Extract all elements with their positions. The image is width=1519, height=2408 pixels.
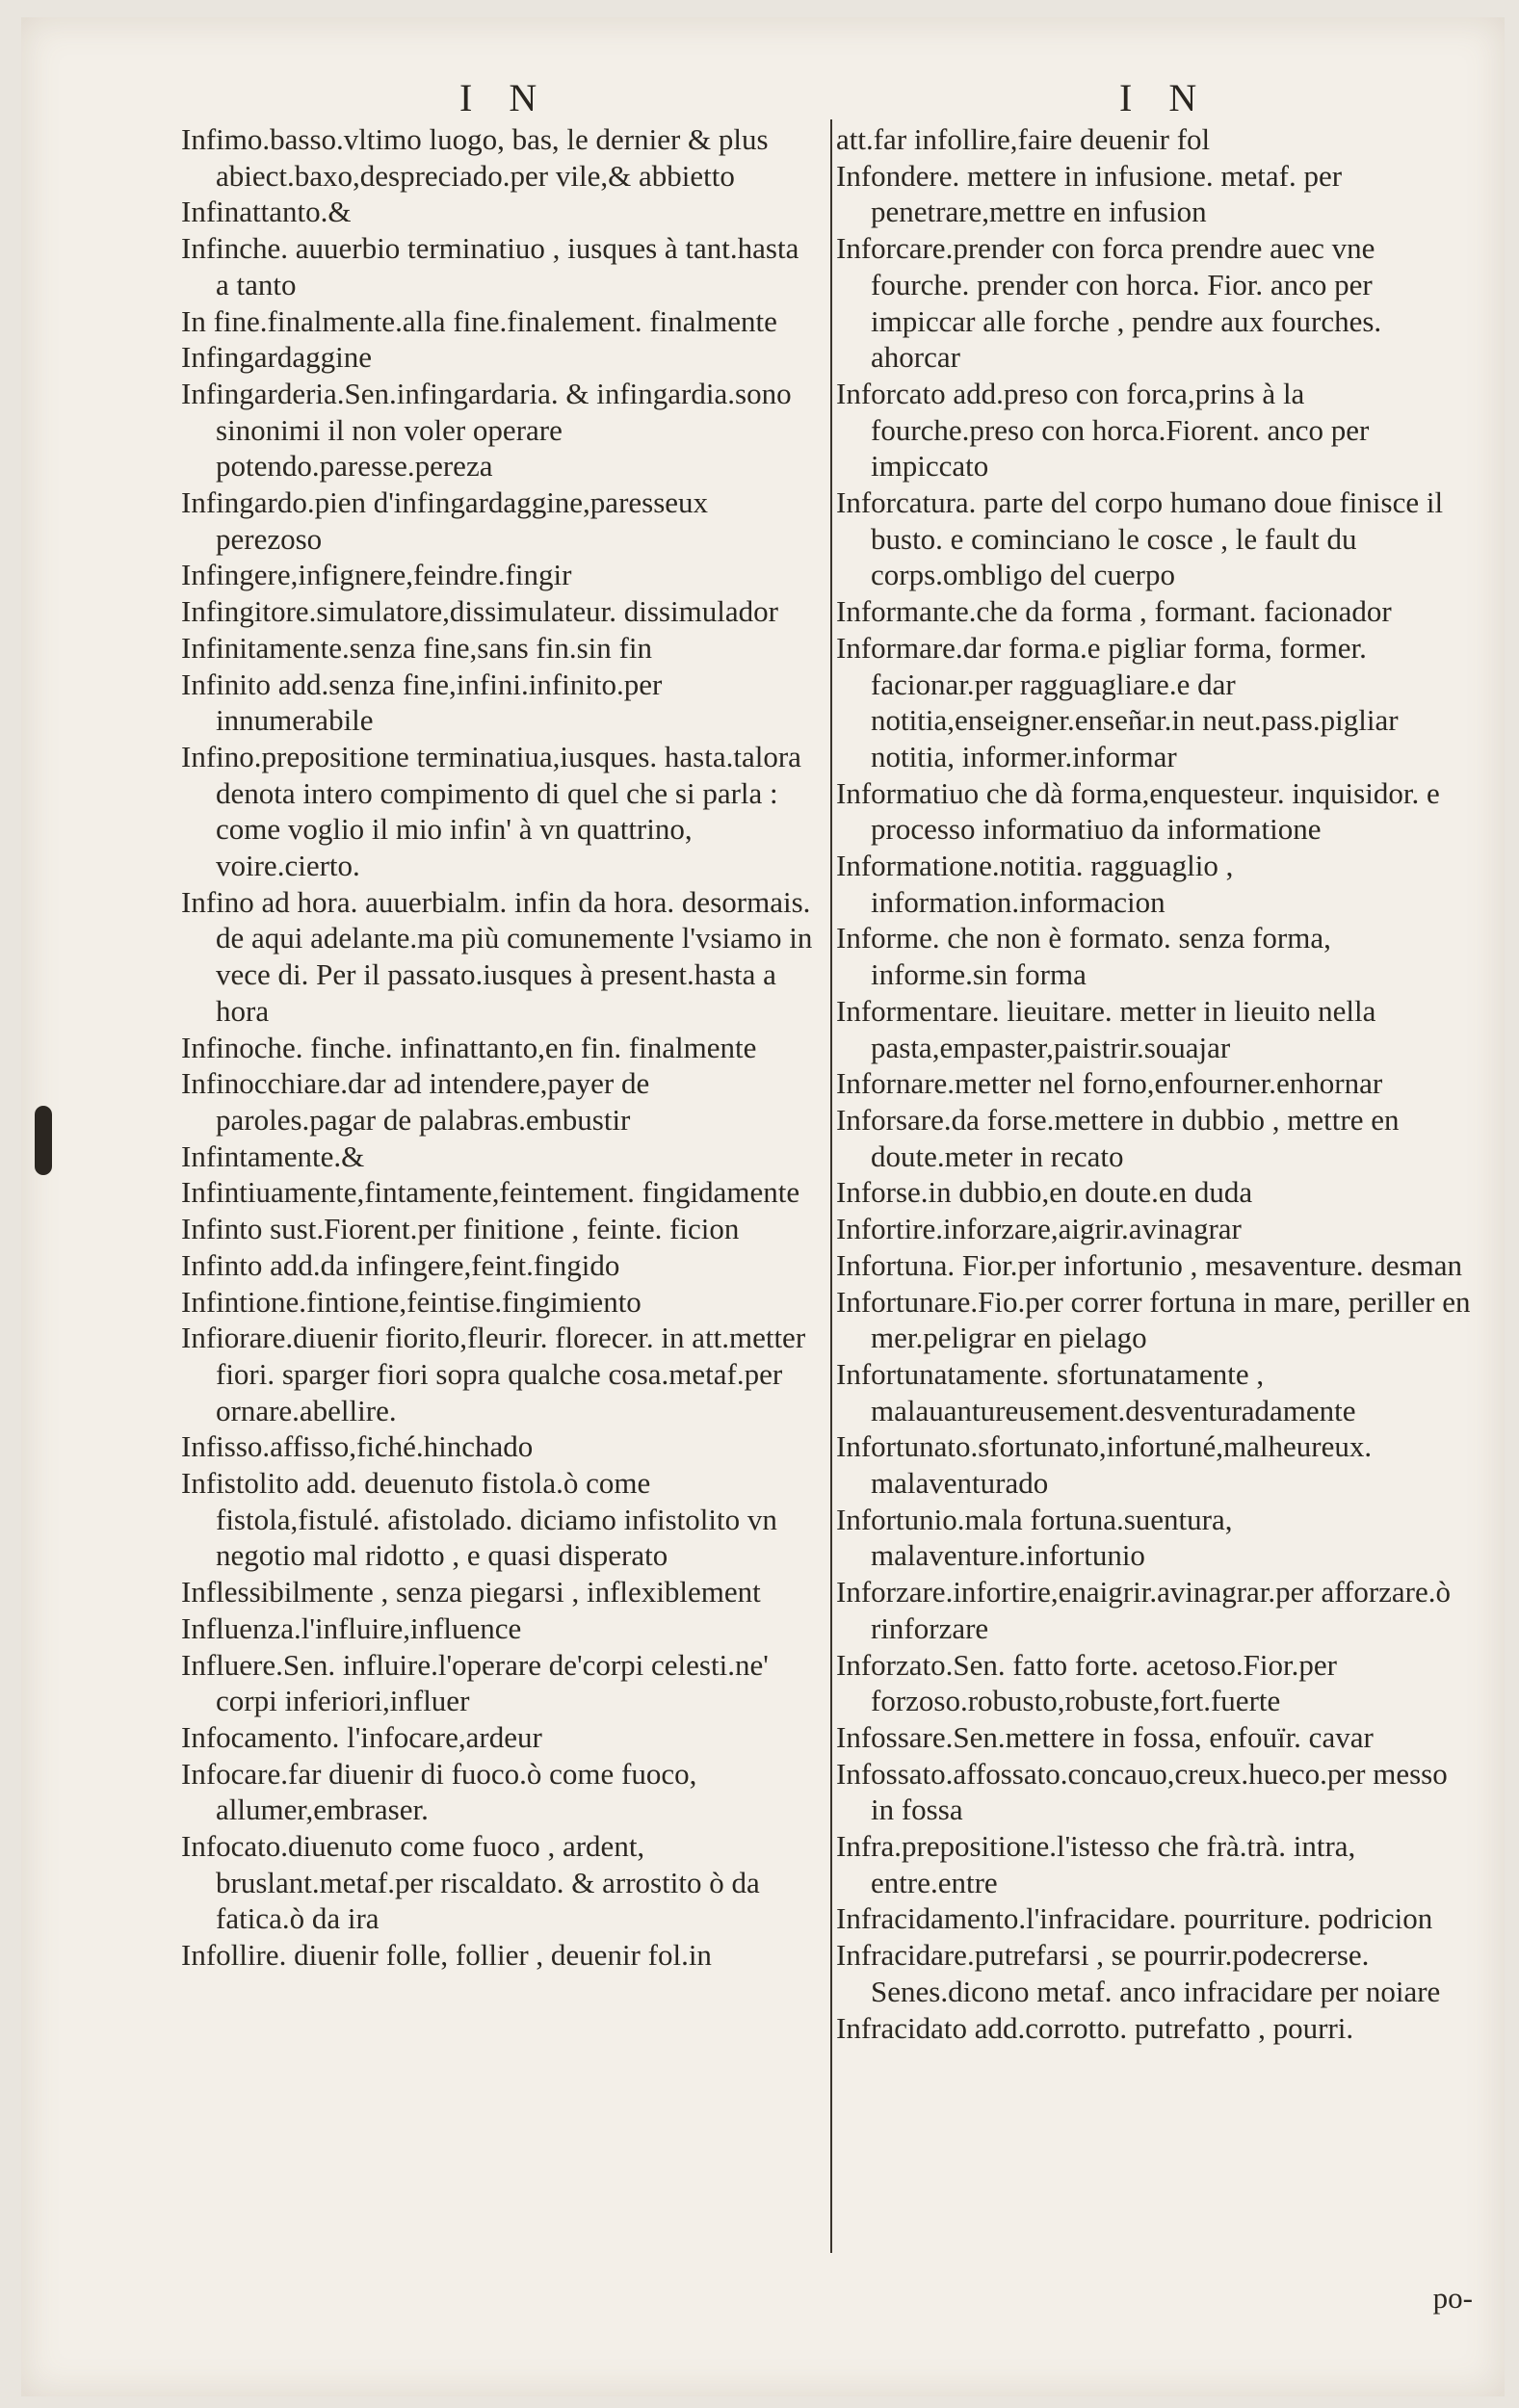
dictionary-entry: Informatiuo che dà forma,enquesteur. inquisidor. e processo informatiuo da informatione (836, 775, 1440, 847)
dictionary-entry: Infinto sust.Fiorent.per finitione , feinte. ficion (181, 1212, 740, 1246)
dictionary-entry: Infinto add.da infingere,feint.fingido (181, 1247, 620, 1282)
dictionary-entry: Infracidato add.corrotto. putrefatto , pourri. (836, 2010, 1354, 2045)
dictionary-entry: Inforzato.Sen. fatto forte. acetoso.Fior.per forzoso.robusto,robuste,fort.fuerte (836, 1647, 1337, 1718)
left-column (181, 121, 817, 1974)
dictionary-entry: Inflessibilmente , senza piegarsi , inflexiblement (181, 1575, 761, 1610)
ink-blot (35, 1106, 52, 1175)
dictionary-entry: Inforsare.da forse.mettere in dubbio , mettre en doute.meter in recato (836, 1102, 1400, 1173)
dictionary-entry: Infino.prepositione terminatiua,iusques. hasta.talora denota intero compimento di quel che si parla : come voglio il mio infin' à vn quattrino, voire.cierto. (181, 739, 801, 883)
dictionary-entry: Inforcato add.preso con forca,prins à la fourche.preso con horca.Fiorent. anco per impiccato (836, 376, 1370, 484)
catchword: po- (1432, 2281, 1473, 2315)
dictionary-entry: Informentare. lieuitare. metter in lieuito nella pasta,empaster,paistrir.souajar (836, 993, 1376, 1064)
dictionary-entry: Infingardo.pien d'infingardaggine,paresseux perezoso (181, 485, 709, 556)
dictionary-entry: In fine.finalmente.alla fine.finalement. finalmente (181, 303, 777, 338)
dictionary-entry: Infossare.Sen.mettere in fossa, enfouïr. cavar (836, 1719, 1374, 1754)
dictionary-entry: Infingardaggine (181, 340, 372, 375)
dictionary-entry: Infimo.basso.vltimo luogo, bas, le dernier & plus abiect.baxo,despreciado.per vile,& abbietto (181, 122, 769, 193)
dictionary-entry: Influenza.l'influire,influence (181, 1610, 522, 1645)
dictionary-entry: Infracidare.putrefarsi , se pourrir.podecrerse. Senes.dicono metaf. anco infracidare per noiare (836, 1938, 1441, 2008)
dictionary-entry: Infintamente.& (181, 1139, 365, 1173)
dictionary-entry: Infinattanto.& (181, 195, 352, 229)
dictionary-entry: Infocamento. l'infocare,ardeur (181, 1719, 542, 1754)
dictionary-entry: Infortire.inforzare,aigrir.avinagrar (836, 1212, 1242, 1246)
dictionary-entry: Infortunato.sfortunato,infortuné,malheureux. malaventurado (836, 1429, 1373, 1501)
right-column (836, 121, 1472, 2046)
dictionary-entry: Infra.prepositione.l'istesso che frà.trà. intra, entre.entre (836, 1829, 1356, 1899)
dictionary-entry: Inforcare.prender con forca prendre auec vne fourche. prender con horca. Fior. anco per impiccar alle forche , pendre aux fourches. ahorcar (836, 231, 1382, 375)
dictionary-entry: Infingitore.simulatore,dissimulateur. dissimulador (181, 594, 778, 629)
dictionary-entry: Informare.dar forma.e pigliar forma, former. facionar.per ragguagliare.e dar notitia,enseigner.enseñar.in neut.pass.pigliar notitia, informer.informar (836, 630, 1399, 773)
dictionary-entry: Infocare.far diuenir di fuoco.ò come fuoco, allumer,embraser. (181, 1756, 697, 1827)
dictionary-entry: Infinoche. finche. infinattanto,en fin. finalmente (181, 1030, 757, 1064)
dictionary-entry: Infondere. mettere in infusione. metaf. per penetrare,mettre en infusion (836, 158, 1343, 229)
running-header-left: I N (459, 76, 551, 119)
dictionary-entry: Infortunare.Fio.per correr fortuna in mare, periller en mer.peligrar en pielago (836, 1284, 1471, 1355)
dictionary-entry: Infinito add.senza fine,infini.infinito.per innumerabile (181, 667, 663, 738)
dictionary-entry: Informatione.notitia. ragguaglio , information.informacion (836, 849, 1234, 919)
dictionary-entry: Infollire. diuenir folle, follier , deuenir fol.in (181, 1938, 712, 1973)
dictionary-entry: Inforzare.infortire,enaigrir.avinagrar.per afforzare.ò rinforzare (836, 1575, 1451, 1645)
dictionary-entry: Infinocchiare.dar ad intendere,payer de paroles.pagar de palabras.embustir (181, 1066, 650, 1137)
dictionary-entry: Infintione.fintione,feintise.fingimiento (181, 1284, 642, 1319)
dictionary-entry: Infossato.affossato.concauo,creux.hueco.per messo in fossa (836, 1756, 1448, 1827)
dictionary-entry: Infino ad hora. auuerbialm. infin da hora. desormais. de aqui adelante.ma più comunemente l'vsiamo in vece di. Per il passato.iusques à present.hasta a hora (181, 884, 813, 1028)
dictionary-entry: att.far infollire,faire deuenir fol (836, 122, 1211, 156)
dictionary-entry: Infortuna. Fior.per infortunio , mesaventure. desman (836, 1247, 1462, 1282)
dictionary-entry: Informe. che non è formato. senza forma, informe.sin forma (836, 921, 1331, 992)
dictionary-entry: Infingarderia.Sen.infingardaria. & infingardia.sono sinonimi il non voler operare potendo.paresse.pereza (181, 376, 792, 484)
dictionary-entry: Infocato.diuenuto come fuoco , ardent, bruslant.metaf.per riscaldato. & arrostito ò da fatica.ò da ira (181, 1829, 760, 1936)
dictionary-entry: Infingere,infignere,feindre.fingir (181, 558, 572, 592)
dictionary-entry: Infortunatamente. sfortunatamente , malauantureusement.desventuradamente (836, 1356, 1356, 1427)
dictionary-entry: Infintiuamente,fintamente,feintement. fingidamente (181, 1175, 800, 1210)
running-header-right: I N (1119, 76, 1211, 119)
column-divider (830, 119, 832, 2253)
dictionary-entry: Infistolito add. deuenuto fistola.ò come fistola,fistulé. afistolado. diciamo infistolito vn negotio mal ridotto , e quasi disperato (181, 1466, 777, 1573)
dictionary-entry: Infornare.metter nel forno,enfourner.enhornar (836, 1066, 1383, 1101)
dictionary-entry: Infiorare.diuenir fiorito,fleurir. florecer. in att.metter fiori. sparger fiori sopra qualche cosa.metaf.per ornare.abellire. (181, 1321, 806, 1427)
dictionary-entry: Infortunio.mala fortuna.suentura, malaventure.infortunio (836, 1502, 1233, 1573)
dictionary-entry: Inforse.in dubbio,en doute.en duda (836, 1175, 1253, 1210)
dictionary-entry: Informante.che da forma , formant. facionador (836, 594, 1392, 629)
dictionary-entry: Infinitamente.senza fine,sans fin.sin fin (181, 630, 652, 665)
dictionary-entry: Infisso.affisso,fiché.hinchado (181, 1429, 534, 1464)
dictionary-entry: Infinche. auuerbio terminatiuo , iusques à tant.hasta a tanto (181, 231, 799, 301)
dictionary-entry: Inforcatura. parte del corpo humano doue finisce il busto. e cominciano le cosce , le fault du corps.ombligo del cuerpo (836, 485, 1444, 592)
dictionary-entry: Influere.Sen. influire.l'operare de'corpi celesti.ne' corpi inferiori,influer (181, 1647, 769, 1718)
dictionary-entry: Infracidamento.l'infracidare. pourriture. podricion (836, 1901, 1433, 1936)
